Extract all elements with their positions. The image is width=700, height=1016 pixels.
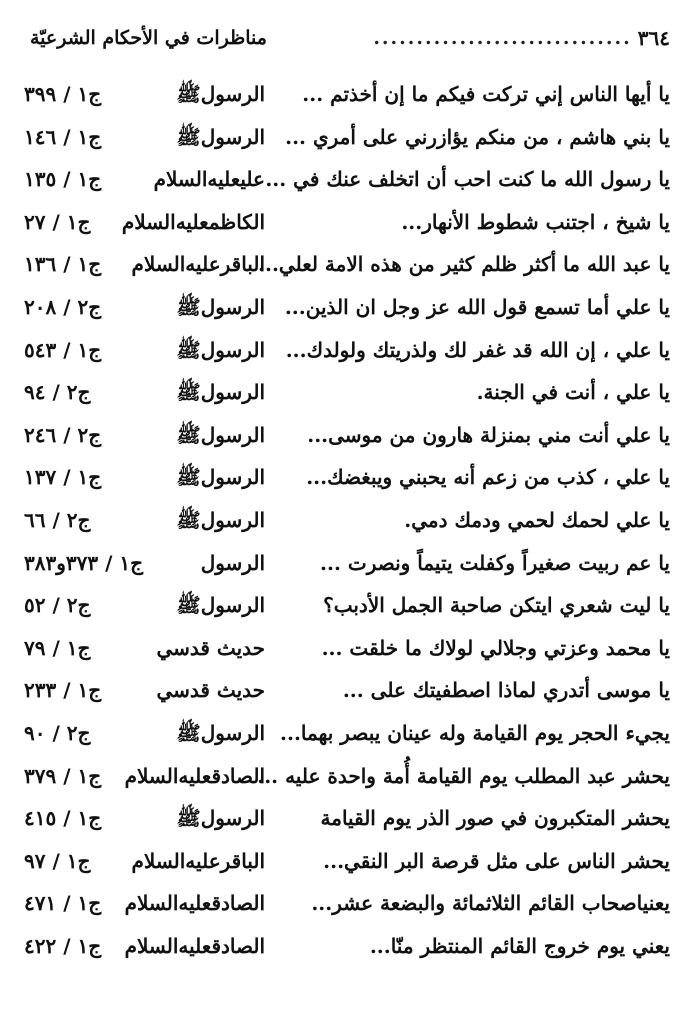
index-entry	[24, 672, 670, 715]
index-entry	[24, 715, 670, 758]
hadith-speaker: الرسول	[200, 550, 265, 575]
hadith-speaker: الرسولﷺ	[176, 507, 265, 532]
volume-page-reference: ج١ / ٣٧٩	[24, 763, 102, 788]
index-entry	[24, 332, 670, 375]
hadith-speaker: الرسولﷺ	[176, 465, 265, 490]
hadith-incipit: يا علي أنت مني بمنزلة هارون من موسى...	[307, 422, 670, 447]
hadith-incipit: يا علي لحمك لحمي ودمك دمي.	[404, 507, 670, 532]
hadith-incipit: يا أيها الناس إني تركت فيكم ما إن أخذتم ...	[302, 82, 670, 106]
hadith-incipit: يا محمد وعزتي وجلالي لولاك ما خلقت ...	[321, 635, 670, 660]
hadith-speaker: الباقرعليه‌السلام	[131, 252, 265, 277]
index-entry	[24, 246, 670, 289]
hadith-incipit: يا عم ربيت صغيراً وكفلت يتيماً ونصرت ...	[320, 550, 670, 575]
hadith-incipit: يا علي أما تسمع قول الله عز وجل ان الذين...	[284, 294, 670, 319]
hadith-incipit: يا شيخ ، اجتنب شطوط الأنهار...	[401, 209, 670, 234]
volume-page-reference: ج١ / ٣٩٩	[24, 82, 102, 106]
volume-page-reference: ج١ / ١٣٦	[24, 252, 102, 277]
hadith-incipit: يعني يوم خروج القائم المنتظر منّا...	[369, 933, 670, 958]
volume-page-reference: ج٢ / ٥٢	[24, 593, 91, 618]
hadith-incipit: يا علي ، إن الله قد غفر لك ولذريتك ولولدك...	[285, 337, 670, 362]
volume-page-reference: ج١ / ٤٢٢	[24, 933, 102, 958]
hadith-speaker: حديث قدسي	[156, 635, 265, 660]
volume-page-reference: ج٢ / ٢٠٨	[24, 294, 102, 319]
hadith-incipit: يحشر الناس على مثل قرصة البر النقي...	[323, 848, 670, 873]
index-entry	[24, 119, 670, 162]
volume-page-reference: ج١ / ٩٧	[24, 848, 91, 873]
hadith-speaker: الرسولﷺ	[176, 294, 265, 319]
index-entry	[24, 417, 670, 460]
volume-page-reference: ج٢ / ٩٠	[24, 720, 91, 745]
hadith-incipit: يحشر المتكبرون في صور الذر يوم القيامة	[320, 806, 670, 831]
index-entry	[24, 800, 670, 843]
book-title: مناظرات في الأحكام الشرعيّة	[30, 27, 267, 49]
index-entry	[24, 885, 670, 928]
volume-page-reference: ج١ / ١٣٥	[24, 167, 102, 192]
index-entry	[24, 545, 670, 588]
volume-page-reference: ج١ / ٢٧	[24, 209, 91, 234]
index-entry	[24, 76, 670, 119]
hadith-index-list	[24, 76, 670, 970]
index-entry	[24, 928, 670, 971]
volume-page-reference: ج١ / ٧٩	[24, 635, 91, 660]
hadith-incipit: يحشر عبد المطلب يوم القيامة أُمة واحدة عليه ...	[257, 763, 670, 788]
hadith-speaker: الرسولﷺ	[176, 82, 265, 106]
hadith-incipit: يجيء الحجر يوم القيامة وله عينان يبصر بهما...	[280, 720, 670, 745]
hadith-speaker: عليعليه‌السلام	[153, 167, 265, 192]
index-entry	[24, 161, 670, 204]
hadith-speaker: الرسولﷺ	[176, 337, 265, 362]
hadith-incipit: يا موسى أتدري لماذا اصطفيتك على ...	[342, 678, 670, 703]
hadith-speaker: الكاظمعليه‌السلام	[121, 209, 265, 234]
hadith-speaker: الرسولﷺ	[176, 422, 265, 447]
volume-page-reference: ج٢ / ٦٦	[24, 507, 91, 532]
hadith-incipit: يا عبد الله ما أكثر ظلم كثير من هذه الامة لعلي...	[258, 252, 670, 277]
hadith-incipit: يا علي ، أنت في الجنة.	[476, 380, 670, 405]
index-entry	[24, 587, 670, 630]
index-entry	[24, 630, 670, 673]
hadith-speaker: الرسولﷺ	[176, 380, 265, 405]
index-entry	[24, 502, 670, 545]
hadith-speaker: الرسولﷺ	[176, 806, 265, 831]
hadith-speaker: الرسولﷺ	[176, 593, 265, 618]
index-entry	[24, 843, 670, 886]
hadith-incipit: يا بني هاشم ، من منكم يؤازرني على أمري ...	[285, 124, 670, 149]
volume-page-reference: ج٢ / ٩٤	[24, 380, 91, 405]
volume-page-reference: ج١ / ٢٣٣	[24, 678, 102, 703]
hadith-incipit: يعنياصحاب القائم الثلاثمائة والبضعة عشر...	[311, 891, 670, 916]
hadith-speaker: حديث قدسي	[156, 678, 265, 703]
hadith-speaker: الباقرعليه‌السلام	[131, 848, 265, 873]
hadith-speaker: الصادقعليه‌السلام	[124, 933, 265, 958]
hadith-incipit: يا ليت شعري ايتكن صاحبة الجمل الأدبب؟	[323, 593, 670, 618]
hadith-incipit: يا رسول الله ما كنت احب أن اتخلف عنك في ...	[265, 167, 670, 192]
hadith-incipit: يا علي ، كذب من زعم أنه يحبني ويبغضك...	[306, 465, 670, 490]
hadith-speaker: الصادقعليه‌السلام	[124, 763, 265, 788]
volume-page-reference: ج١ / ٤١٥	[24, 806, 102, 831]
index-entry	[24, 459, 670, 502]
hadith-speaker: الصادقعليه‌السلام	[124, 891, 265, 916]
index-entry	[24, 204, 670, 247]
volume-page-reference: ج١ / ٥٤٣	[24, 337, 102, 362]
hadith-speaker: الرسولﷺ	[176, 124, 265, 149]
hadith-speaker: الرسولﷺ	[176, 720, 265, 745]
index-entry	[24, 289, 670, 332]
page-number: ٣٦٤	[637, 26, 670, 50]
index-entry	[24, 758, 670, 801]
index-entry	[24, 374, 670, 417]
volume-page-reference: ج١ / ٣٧٣و٣٨٣	[24, 550, 144, 575]
volume-page-reference: ج١ / ٤٧١	[24, 891, 102, 916]
volume-page-reference: ج١ / ١٣٧	[24, 465, 102, 490]
volume-page-reference: ج١ / ١٤٦	[24, 124, 102, 149]
leader-dots: ..............................	[373, 27, 632, 49]
volume-page-reference: ج٢ / ٢٤٦	[24, 422, 102, 447]
running-head	[30, 22, 670, 54]
